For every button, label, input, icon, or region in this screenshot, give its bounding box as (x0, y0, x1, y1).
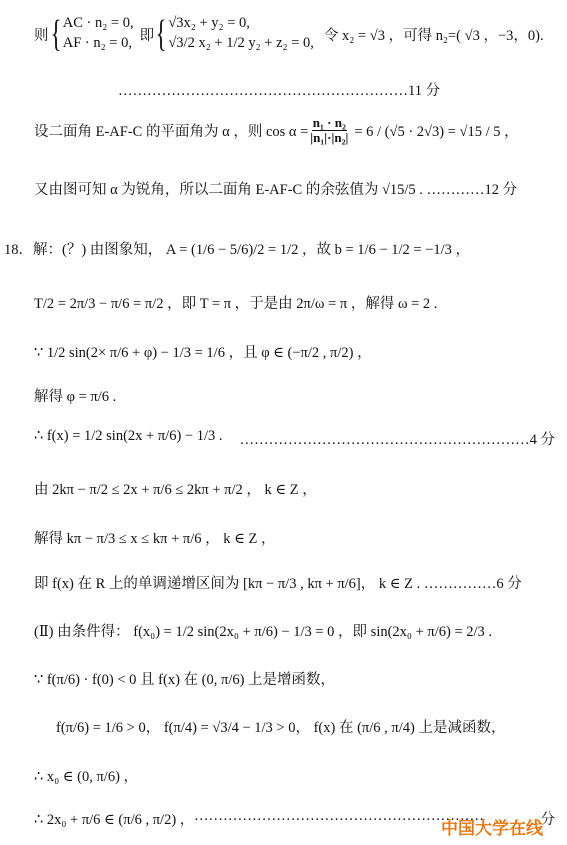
left-brace-1: { (50, 13, 62, 55)
q18-header (4, 238, 470, 259)
line-2 (34, 116, 519, 144)
acute-angle-text: 又由图可知 α 为锐角，所以二面角 E-AF-C 的余弦值为 √15/5 . …………12 分 (34, 182, 518, 198)
score-11-line (118, 79, 440, 100)
let-x2-text: 令 x₂ = √3 ，可得 n₂=( √3 ，−3，0). (323, 27, 544, 44)
inequality-text: 由 2kπ − π/2 ≤ 2x + π/6 ≤ 2kπ + π/2 ， k ∈ Z ， (34, 482, 317, 498)
sys-eq-2: √3/2 x₂ + 1/2 y₂ + z₂ = 0, (168, 35, 314, 51)
linear-system (168, 14, 314, 53)
line-10 (34, 527, 275, 548)
line-7 (34, 385, 116, 406)
line-15 (34, 765, 138, 786)
eq-af-n2: AF · n₂ = 0, (62, 35, 132, 51)
score-11: ……………………………………………………11 分 (118, 83, 441, 99)
cos-denominator: |n₁|·|n₂| (310, 129, 349, 145)
increasing-interval-text: 即 f(x) 在 R 上的单调递增区间为 [kπ − π/3 , kπ + π/6]， k ∈ Z . ……………6 分 (34, 576, 522, 592)
cos-fraction (309, 116, 349, 144)
decreasing-text: f(π/6) = 1/6 > 0， f(π/4) = √3/4 − 1/3 > 0， f(x) 在 (π/6 , π/4) 上是减函数， (56, 720, 506, 736)
angle-range-text: ∴ 2x₀ + π/6 ∈ (π/6 , π/2) ， (34, 812, 195, 828)
line-8 (34, 428, 561, 448)
score-4: ……………………………………………………4 分 (239, 432, 555, 448)
text-ji: 即 (139, 27, 155, 44)
line-1 (34, 8, 544, 60)
dihedral-angle-text: 设二面角 E-AF-C 的平面角为 α ，则 cos α = (34, 123, 309, 140)
line-14 (56, 716, 505, 737)
part-two-condition: (Ⅱ) 由条件得： f(x₀) = 1/2 sin(2x₀ + π/6) − 1/3 = 0 ，即 sin(2x₀ + π/6) = 2/3 . (34, 624, 493, 640)
line-11 (34, 572, 522, 593)
function-expression: ∴ f(x) = 1/2 sin(2x + π/6) − 1/3 . (34, 428, 223, 444)
x-range-text: 解得 kπ − π/3 ≤ x ≤ kπ + π/6 ， k ∈ Z ， (34, 531, 276, 547)
sign-change-text: ∵ f(π/6) · f(0) < 0 且 f(x) 在 (0, π/6) 上是增函数， (34, 672, 336, 688)
q18-solution-start: 18．解：(？) 由图象知， A = (1/6 − 5/6)/2 = 1/2 ，故 b = 1/6 − 1/2 = −1/3 ， (4, 242, 471, 258)
vector-equations (63, 14, 134, 53)
line-13 (34, 668, 335, 689)
cos-numerator: n₁ · n₂ (312, 115, 346, 130)
phi-condition-text: ∵ 1/2 sin(2× π/6 + φ) − 1/3 = 1/6 ，且 φ ∈ (−π/2 , π/2) ， (34, 345, 372, 361)
watermark-logo: 中国大学在线 (441, 819, 543, 839)
line-9 (34, 478, 317, 499)
score-fen: 分 (540, 812, 555, 828)
score-dots: …………………………………………………… (194, 808, 484, 824)
eq-ac-n2: AC · n₂ = 0, (62, 15, 134, 32)
cos-value: = 6 / (√5 · 2√3) = √15 / 5 ， (354, 123, 519, 140)
text-ze: 则 (34, 27, 49, 44)
line-5 (34, 292, 437, 313)
x0-range-text: ∴ x₀ ∈ (0, π/6) ， (34, 769, 139, 785)
line-12 (34, 620, 492, 641)
line-3 (34, 178, 517, 199)
period-text: T/2 = 2π/3 − π/6 = π/2 ，即 T = π ，于是由 2π/ω = π ，解得 ω = 2 . (34, 296, 438, 312)
line-6 (34, 341, 372, 362)
sys-eq-1: √3x₂ + y₂ = 0, (168, 15, 250, 32)
left-brace-2: { (155, 13, 167, 55)
phi-solution-text: 解得 φ = π/6 . (34, 389, 117, 405)
